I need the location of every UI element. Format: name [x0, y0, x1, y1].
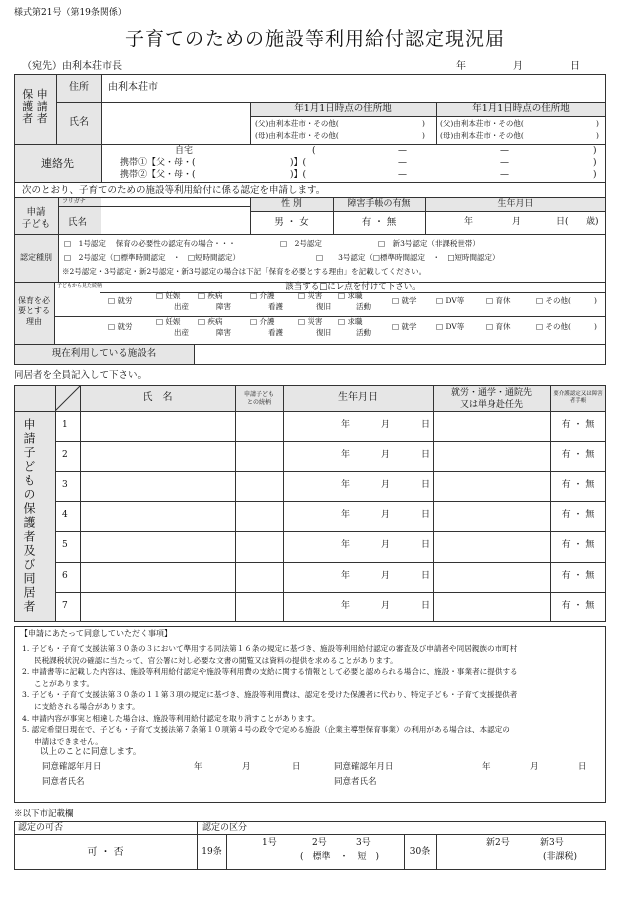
reason-checkbox[interactable]: □ DV等: [436, 322, 465, 331]
consent-year-2: 年: [482, 762, 491, 772]
birth-year: 年: [464, 217, 474, 227]
jan1-address-header-1: 年1月1日時点の住所地: [294, 103, 392, 114]
col-birth: 生年月日: [338, 392, 378, 403]
consent-name-label-1: 同意者氏名: [42, 777, 85, 787]
diagonal-divider: [55, 385, 81, 411]
row-birth-day: 日: [421, 480, 431, 491]
cert-option-3-time[interactable]: □ 3号認定（□標準時間認定 ・ □短時間認定）: [316, 253, 500, 262]
dash: —: [398, 170, 407, 180]
form-number: 様式第21号（第19条関係）: [14, 8, 127, 18]
address-label: 住所: [69, 82, 89, 93]
dash: —: [500, 170, 509, 180]
reason-checkbox-sub: 活動: [356, 328, 371, 337]
row-number: 1: [62, 420, 68, 430]
reason-checkbox[interactable]: □ 求職: [338, 291, 363, 300]
child-name-label: 氏名: [68, 217, 88, 228]
reason-checkbox[interactable]: □ 就労: [108, 322, 133, 331]
col-care: 要介護認定又は障害 者手帳: [553, 391, 603, 405]
row-birth-day: 日: [421, 510, 431, 521]
consent-date-label-1: 同意確認年月日: [42, 762, 102, 772]
office-art19: 19条: [201, 847, 222, 857]
page-title: 子育てのための施設等利用給付認定現況届: [124, 28, 505, 50]
disability-value[interactable]: 有 ・ 無: [361, 217, 397, 228]
reason-checkbox[interactable]: □ 育休: [486, 322, 511, 331]
reason-checkbox-sub: 看護: [268, 302, 283, 311]
row-birth-year: 年: [341, 540, 351, 551]
date-year: 年: [456, 61, 466, 72]
child-label: 申請 子ども: [21, 207, 51, 230]
col-relation: 申請子ども との続柄: [243, 391, 274, 406]
row-birth-year: 年: [341, 600, 351, 611]
office-header: ※以下市記載欄: [14, 809, 74, 819]
reason-checkbox-sub: 障害: [216, 328, 231, 337]
row-birth-month: 月: [381, 480, 391, 491]
reason-checkbox-sub: 看護: [268, 328, 283, 337]
row-birth-month: 月: [381, 420, 391, 430]
reason-checkbox[interactable]: □ その他(: [536, 322, 571, 331]
jan1-address-header-2: 年1月1日時点の住所地: [472, 103, 570, 114]
row-number: 7: [62, 600, 68, 611]
reason-checkbox-sub: 復旧: [316, 328, 331, 337]
paren: ): [422, 119, 425, 128]
contact-label: 連絡先: [41, 157, 74, 170]
consent-header: 【申請にあたって同意していただく事項】: [20, 629, 172, 638]
row-birth-month: 月: [381, 450, 391, 461]
date-month: 月: [513, 61, 523, 72]
office-go1[interactable]: 1号: [262, 838, 277, 848]
row-birth-day: 日: [421, 570, 431, 581]
consent-month-2: 月: [530, 762, 539, 772]
relation-hint: 子どもから見た続柄: [57, 283, 103, 289]
paren: ): [422, 131, 425, 140]
paren: ): [596, 119, 599, 128]
reason-checkbox-sub: 出産: [174, 328, 189, 337]
reason-checkbox[interactable]: □ 求職: [338, 317, 363, 326]
household-intro: 同居者を全員記入して下さい。: [14, 370, 148, 381]
consent-name-label-2: 同意者氏名: [334, 777, 377, 787]
consent-day-1: 日: [292, 762, 301, 772]
row-birth-day: 日: [421, 420, 431, 430]
row-birth-year: 年: [341, 450, 351, 461]
consent-agree: 以上のことに同意します。: [40, 747, 142, 757]
office-art30: 30条: [409, 847, 431, 857]
row-care-value[interactable]: 有 ・ 無: [561, 510, 595, 521]
cert-type-label: 認定種別: [20, 253, 52, 262]
mobile2-label: 携帯②【父・母・(: [120, 170, 196, 180]
row-care-value[interactable]: 有 ・ 無: [561, 570, 595, 581]
household-vertical-label: 申請子どもの保護者及び同居者: [22, 418, 36, 614]
reason-checkbox[interactable]: □ 育休: [486, 296, 511, 305]
date-day: 日: [570, 61, 580, 72]
addressee: （宛先）由利本荘市長: [22, 61, 122, 72]
paren: ): [593, 170, 597, 180]
office-go3[interactable]: 3号: [356, 838, 371, 848]
row-birth-month: 月: [381, 540, 391, 551]
row-birth-year: 年: [341, 420, 351, 430]
reason-checkbox-sub: 復旧: [316, 302, 331, 311]
guardian-name-label: 氏名: [69, 117, 89, 128]
dash: —: [398, 158, 407, 168]
row-care-value[interactable]: 有 ・ 無: [561, 480, 595, 491]
office-new3[interactable]: 新3号: [540, 838, 564, 848]
row-birth-year: 年: [341, 510, 351, 521]
sex-value[interactable]: 男 ・ 女: [274, 217, 309, 228]
reason-checkbox[interactable]: □ 災害: [298, 291, 323, 300]
consent-month-1: 月: [242, 762, 251, 772]
row-number: 6: [62, 570, 68, 581]
paren: ): [594, 322, 597, 331]
row-birth-day: 日: [421, 600, 431, 611]
dash: —: [398, 146, 407, 156]
father-address-1[interactable]: (父)由利本荘市・その他(: [255, 119, 339, 128]
mother-address-1[interactable]: (母)由利本荘市・その他(: [255, 131, 339, 140]
paren: (: [312, 146, 316, 156]
cert-option-2-time[interactable]: □ 2号認定（□標準時間認定 ・ □短時間認定）: [64, 253, 241, 262]
reason-header: 該当する□にレ点を付けて下さい。: [285, 282, 421, 292]
birth-month: 月: [512, 217, 522, 227]
father-address-2[interactable]: (父)由利本荘市・その他(: [440, 119, 524, 128]
reason-checkbox[interactable]: □ 介護: [250, 317, 275, 326]
office-col-approval: 認定の可否: [18, 823, 64, 833]
cert-option-1[interactable]: □ 1号認定 保育の必要性の認定有の場合・・・: [64, 239, 236, 248]
paren: ): [593, 146, 597, 156]
office-hikazei: (非課税): [543, 852, 578, 862]
address-value[interactable]: 由利本荘市: [108, 82, 158, 93]
reason-checkbox[interactable]: □ 妊娠: [156, 291, 181, 300]
consent-year-1: 年: [194, 762, 203, 772]
consent-day-2: 日: [578, 762, 587, 772]
reason-label: 保育を必 要とする 理由: [18, 296, 50, 326]
bracket: )】(: [290, 170, 307, 180]
current-facility-label: 現在利用している施設名: [51, 348, 157, 359]
reason-checkbox[interactable]: □ DV等: [436, 296, 465, 305]
reason-checkbox[interactable]: □ その他(: [536, 296, 571, 305]
reason-checkbox[interactable]: □ 疾病: [198, 317, 223, 326]
row-number: 4: [62, 510, 68, 521]
office-new2[interactable]: 新2号: [486, 838, 510, 848]
row-number: 5: [62, 540, 68, 551]
reason-checkbox[interactable]: □ 就学: [392, 296, 417, 305]
mother-address-2[interactable]: (母)由利本荘市・その他(: [440, 131, 524, 140]
row-birth-month: 月: [381, 570, 391, 581]
cert-option-new3[interactable]: □ 新3号認定（非課税世帯）: [378, 239, 480, 248]
guardian-label: 保 申 護 請 者 者: [22, 88, 48, 126]
sex-label: 性 別: [281, 199, 302, 209]
row-care-value[interactable]: 有 ・ 無: [561, 600, 595, 611]
cert-option-2[interactable]: □ 2号認定: [280, 239, 322, 248]
consent-text: 1. 子ども・子育て支援法第３０条の３において準用する同法第１６条の規定に基づき、施設等利用給付認定の審査及び申請者や同居親族の市町村 民税課税状況の確認に当たって、官公署に対し必要な文書の閲覧又は資料の提供を求めることがあります。 2. 申請書等に記載した内容は、施設等利用給付認定や施設等利用費の支給に関する情報として必要と認められる場合に、施設・事業者に提供する ことがあります。 3. 子ども・子育て支援法第３０条の１１第３項の規定に基づき、施設等利用費は、認定を受けた保護者に代わり、特定子ども・子育て支援提供者 に支給される場合があります。 4. 申請内容が事実と相違した場合は、施設等利用給付認定を取り消すことがあります。 5. 認定希望日現在で、子ども・子育て支援法第７条第１０項第４号の政令で定める施設（企業主導型保育事業）の利用がある場合は、本認定の 申請はできません。: [22, 644, 518, 746]
row-number: 2: [62, 450, 68, 461]
office-approval-value[interactable]: 可 ・ 否: [87, 847, 124, 858]
paren: ): [594, 296, 597, 305]
col-name: 氏 名: [142, 392, 173, 403]
reason-checkbox[interactable]: □ 就学: [392, 322, 417, 331]
paren: ): [596, 131, 599, 140]
row-birth-day: 日: [421, 450, 431, 461]
row-care-value[interactable]: 有 ・ 無: [561, 540, 595, 551]
row-care-value[interactable]: 有 ・ 無: [561, 420, 595, 430]
row-birth-month: 月: [381, 510, 391, 521]
row-care-value[interactable]: 有 ・ 無: [561, 450, 595, 461]
reason-checkbox[interactable]: □ 疾病: [198, 291, 223, 300]
col-work: 就労・通学・通院先 又は単身赴任先: [450, 388, 532, 410]
disability-label: 障害手帳の有無: [347, 199, 411, 209]
dash: —: [500, 146, 509, 156]
mobile1-label: 携帯①【父・母・(: [120, 158, 196, 168]
row-birth-month: 月: [381, 600, 391, 611]
dash: —: [500, 158, 509, 168]
row-birth-day: 日: [421, 540, 431, 551]
row-number: 3: [62, 480, 68, 491]
row-birth-year: 年: [341, 480, 351, 491]
reason-checkbox-sub: 出産: [174, 302, 189, 311]
reason-checkbox[interactable]: □ 妊娠: [156, 317, 181, 326]
row-birth-year: 年: [341, 570, 351, 581]
furigana-label: フリガナ: [62, 198, 86, 205]
reason-checkbox-sub: 活動: [356, 302, 371, 311]
birth-age: 歳): [586, 217, 599, 227]
reason-checkbox[interactable]: □ 介護: [250, 291, 275, 300]
paren: ): [593, 158, 597, 168]
office-go2[interactable]: 2号: [312, 838, 327, 848]
office-standard-short[interactable]: ( 標準 ・ 短 ): [300, 852, 380, 862]
birth-day: 日(: [556, 217, 569, 227]
application-statement: 次のとおり、子育てのための施設等利用給付に係る認定を申請します。: [22, 185, 326, 196]
reason-checkbox[interactable]: □ 災害: [298, 317, 323, 326]
bracket: )】(: [290, 158, 307, 168]
cert-note: ※2号認定・3号認定・新2号認定・新3号認定の場合は下記「保育を必要とする理由」を記載してください。: [62, 267, 427, 276]
reason-checkbox-sub: 障害: [216, 302, 231, 311]
office-col-category: 認定の区分: [202, 823, 248, 833]
reason-checkbox[interactable]: □ 就労: [108, 296, 133, 305]
home-phone-label: 自宅: [175, 146, 194, 156]
consent-date-label-2: 同意確認年月日: [334, 762, 394, 772]
birth-label: 生年月日: [497, 199, 534, 209]
